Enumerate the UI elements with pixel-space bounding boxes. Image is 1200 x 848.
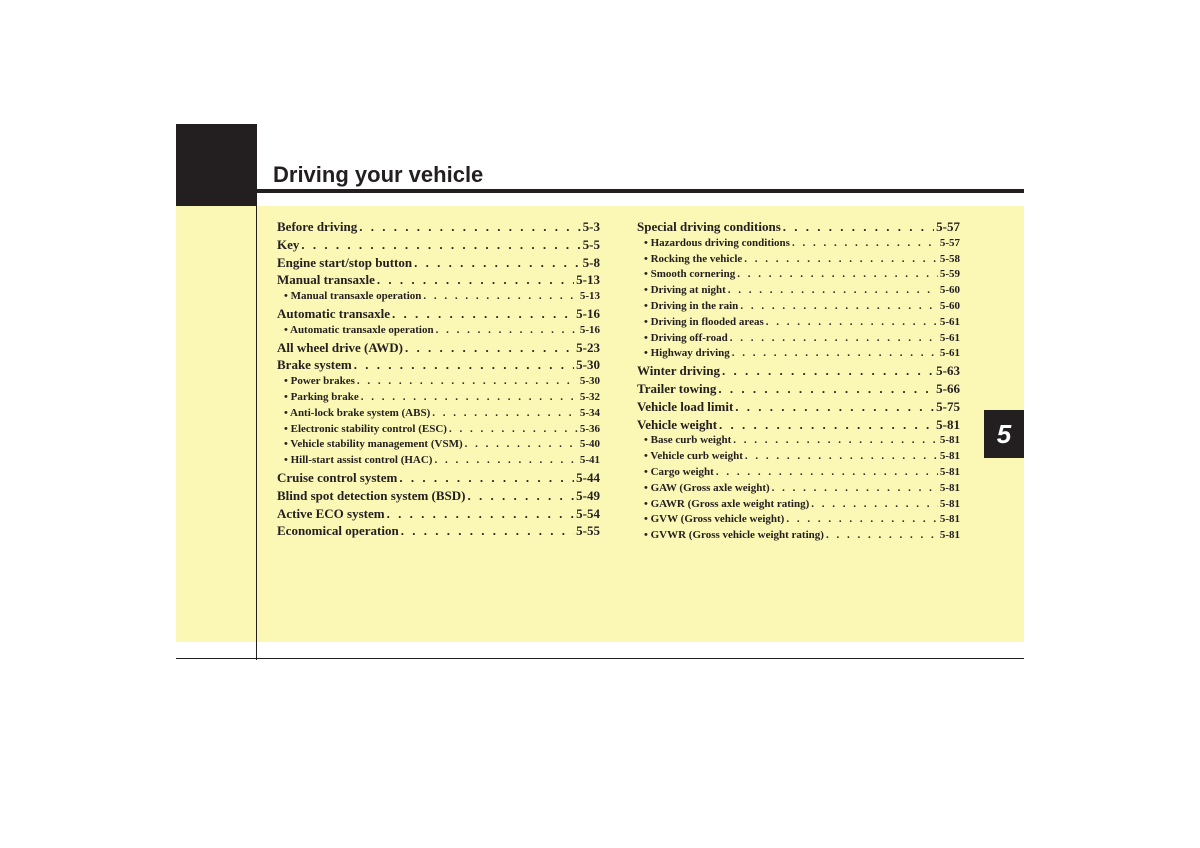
toc-dot-leader [730, 331, 938, 347]
bottom-rule [176, 658, 1024, 659]
toc-dot-leader [722, 362, 934, 380]
toc-page-number: 5-59 [939, 268, 960, 281]
toc-dot-leader [354, 356, 574, 374]
toc-page-number: 5-81 [939, 513, 960, 526]
toc-dot-leader [432, 406, 578, 422]
toc-page-number: 5-81 [939, 434, 960, 447]
toc-page-number: 5-81 [939, 465, 960, 478]
toc-page-number: 5-41 [579, 454, 600, 467]
toc-page-number: 5-8 [582, 254, 600, 270]
toc-page-number: 5-58 [939, 252, 960, 265]
toc-entry[interactable] [277, 254, 600, 272]
toc-dot-leader [399, 469, 574, 487]
toc-entry-label: • Smooth cornering [644, 268, 736, 281]
toc-right-column [637, 218, 960, 544]
toc-subentry[interactable] [637, 267, 960, 283]
toc-dot-leader [735, 398, 934, 416]
toc-left-column [277, 218, 600, 540]
toc-subentry[interactable] [637, 481, 960, 497]
toc-page-number: 5-40 [579, 438, 600, 451]
toc-dot-leader [716, 465, 938, 481]
toc-entry-label: Vehicle weight [637, 416, 718, 432]
toc-entry-label: • Driving in the rain [644, 299, 739, 312]
toc-page-number: 5-61 [939, 331, 960, 344]
toc-dot-leader [733, 433, 938, 449]
toc-subentry[interactable] [637, 346, 960, 362]
toc-subentry[interactable] [277, 323, 600, 339]
toc-dot-leader [732, 346, 938, 362]
toc-dot-leader [718, 380, 934, 398]
toc-entry[interactable] [277, 487, 600, 505]
toc-dot-leader [359, 218, 580, 236]
toc-dot-leader [401, 522, 574, 540]
toc-subentry[interactable] [637, 315, 960, 331]
toc-page-number: 5-81 [939, 481, 960, 494]
toc-entry-label: • GVW (Gross vehicle weight) [644, 513, 785, 526]
toc-subentry[interactable] [637, 433, 960, 449]
toc-page-number: 5-66 [936, 380, 960, 396]
toc-entry-label: Manual transaxle [277, 272, 375, 288]
toc-entry-label: • Driving in flooded areas [644, 315, 764, 328]
toc-entry-label: • Automatic transaxle operation [284, 323, 434, 336]
toc-subentry[interactable] [637, 512, 960, 528]
toc-entry-label: • Highway driving [644, 347, 730, 360]
toc-dot-leader [826, 528, 938, 544]
toc-entry[interactable] [277, 271, 600, 289]
toc-entry[interactable] [277, 505, 600, 523]
toc-page-number: 5-23 [576, 339, 600, 355]
toc-entry[interactable] [277, 305, 600, 323]
toc-dot-leader [436, 323, 578, 339]
toc-dot-leader [783, 218, 934, 236]
toc-page-number: 5-32 [579, 390, 600, 403]
toc-dot-leader [728, 283, 938, 299]
toc-subentry[interactable] [637, 449, 960, 465]
toc-page-number: 5-63 [936, 363, 960, 379]
toc-entry-label: Brake system [277, 357, 352, 373]
toc-subentry[interactable] [277, 437, 600, 453]
toc-entry[interactable] [637, 416, 960, 434]
toc-subentry[interactable] [637, 299, 960, 315]
toc-page-number: 5-57 [936, 219, 960, 234]
toc-dot-leader [719, 416, 934, 434]
toc-entry-label: • Base curb weight [644, 434, 732, 447]
toc-entry[interactable] [277, 236, 600, 254]
toc-entry-label: • Power brakes [284, 375, 355, 388]
toc-dot-leader [737, 267, 938, 283]
toc-dot-leader [786, 512, 938, 528]
toc-page-number: 5-30 [576, 357, 600, 373]
toc-page-number: 5-16 [576, 305, 600, 321]
toc-page-number: 5-36 [579, 422, 600, 435]
toc-entry-label: Automatic transaxle [277, 305, 391, 321]
toc-page-number: 5-3 [582, 219, 600, 234]
toc-entry-label: • GAWR (Gross axle weight rating) [644, 497, 810, 510]
toc-page-number: 5-60 [939, 284, 960, 297]
toc-entry-label: • Hill-start assist control (HAC) [284, 454, 433, 467]
toc-subentry[interactable] [637, 528, 960, 544]
toc-entry-label: Special driving conditions [637, 219, 781, 234]
toc-subentry[interactable] [637, 497, 960, 513]
toc-entry-label: Before driving [277, 219, 358, 234]
toc-entry-label: • GAW (Gross axle weight) [644, 481, 770, 494]
toc-subentry[interactable] [637, 331, 960, 347]
toc-subentry[interactable] [277, 422, 600, 438]
toc-page-number: 5-57 [939, 236, 960, 249]
toc-entry-label: • Manual transaxle operation [284, 290, 422, 303]
toc-dot-leader [414, 254, 581, 272]
toc-dot-leader [766, 315, 938, 331]
toc-page-number: 5-81 [939, 497, 960, 510]
toc-page-number: 5-81 [939, 529, 960, 542]
toc-dot-leader [792, 236, 938, 252]
toc-dot-leader [468, 487, 575, 505]
chapter-tab[interactable]: 5 [984, 410, 1024, 458]
toc-entry-label: • Electronic stability control (ESC) [284, 422, 447, 435]
toc-subentry[interactable] [637, 283, 960, 299]
toc-page-number: 5-54 [576, 505, 600, 521]
margin-vertical-rule [256, 206, 257, 660]
toc-page-number: 5-13 [579, 290, 600, 303]
toc-entry-label: • Driving off-road [644, 331, 728, 344]
toc-page-number: 5-55 [576, 523, 600, 539]
toc-entry-label: • GVWR (Gross vehicle weight rating) [644, 529, 824, 542]
toc-dot-leader [434, 453, 577, 469]
toc-page-number: 5-49 [576, 487, 600, 503]
toc-entry[interactable] [277, 356, 600, 374]
toc-dot-leader [740, 299, 938, 315]
toc-page-number: 5-13 [576, 272, 600, 288]
header-black-block [176, 124, 257, 206]
toc-dot-leader [811, 497, 938, 513]
toc-subentry[interactable] [277, 390, 600, 406]
toc-subentry[interactable] [277, 374, 600, 390]
toc-entry-label: Winter driving [637, 363, 720, 379]
toc-entry-label: Active ECO system [277, 505, 385, 521]
toc-dot-leader [745, 449, 938, 465]
toc-dot-leader [377, 271, 574, 289]
toc-subentry[interactable] [637, 465, 960, 481]
toc-entry-label: • Cargo weight [644, 465, 714, 478]
toc-entry-label: • Driving at night [644, 284, 726, 297]
toc-dot-leader [449, 422, 578, 438]
toc-entry-label: Cruise control system [277, 469, 398, 485]
toc-dot-leader [405, 339, 574, 357]
toc-entry[interactable] [637, 380, 960, 398]
toc-entry-label: Engine start/stop button [277, 254, 413, 270]
toc-entry-label: Blind spot detection system (BSD) [277, 487, 466, 503]
toc-page-number: 5-81 [939, 450, 960, 463]
toc-dot-leader [392, 305, 574, 323]
toc-entry[interactable] [277, 469, 600, 487]
toc-subentry[interactable] [277, 289, 600, 305]
toc-entry[interactable] [277, 522, 600, 540]
toc-entry[interactable] [637, 218, 960, 236]
toc-entry-label: • Hazardous driving conditions [644, 236, 790, 249]
toc-dot-leader [423, 289, 577, 305]
toc-page-number: 5-60 [939, 299, 960, 312]
toc-dot-leader [301, 236, 580, 254]
toc-dot-leader [361, 390, 578, 406]
toc-entry-label: • Anti-lock brake system (ABS) [284, 406, 431, 419]
toc-page-number: 5-61 [939, 347, 960, 360]
toc-entry[interactable] [637, 362, 960, 380]
toc-subentry[interactable] [277, 406, 600, 422]
toc-page-number: 5-30 [579, 375, 600, 388]
toc-entry[interactable] [277, 339, 600, 357]
toc-entry-label: Economical operation [277, 523, 399, 539]
toc-entry-label: • Vehicle stability management (VSM) [284, 438, 463, 451]
toc-page-number: 5-44 [576, 469, 600, 485]
title-rule [257, 189, 1024, 193]
toc-entry[interactable] [637, 398, 960, 416]
toc-subentry[interactable] [277, 453, 600, 469]
toc-entry-label: Key [277, 236, 300, 252]
toc-page-number: 5-75 [936, 398, 960, 414]
toc-entry-label: Vehicle load limit [637, 398, 734, 414]
toc-entry-label: • Rocking the vehicle [644, 252, 743, 265]
toc-dot-leader [387, 505, 575, 523]
toc-subentry[interactable] [637, 236, 960, 252]
toc-page-number: 5-81 [936, 416, 960, 432]
toc-entry-label: Trailer towing [637, 380, 717, 396]
toc-page-number: 5-61 [939, 315, 960, 328]
toc-subentry[interactable] [637, 252, 960, 268]
toc-entry-label: • Vehicle curb weight [644, 450, 743, 463]
toc-entry-label: All wheel drive (AWD) [277, 339, 404, 355]
toc-page-number: 5-16 [579, 323, 600, 336]
toc-entry[interactable] [277, 218, 600, 236]
page-title: Driving your vehicle [273, 162, 484, 187]
toc-dot-leader [744, 252, 938, 268]
toc-entry-label: • Parking brake [284, 390, 359, 403]
toc-page-number: 5-5 [582, 236, 600, 252]
toc-dot-leader [465, 437, 578, 453]
toc-dot-leader [772, 481, 938, 497]
toc-dot-leader [357, 374, 578, 390]
toc-page-number: 5-34 [579, 406, 600, 419]
